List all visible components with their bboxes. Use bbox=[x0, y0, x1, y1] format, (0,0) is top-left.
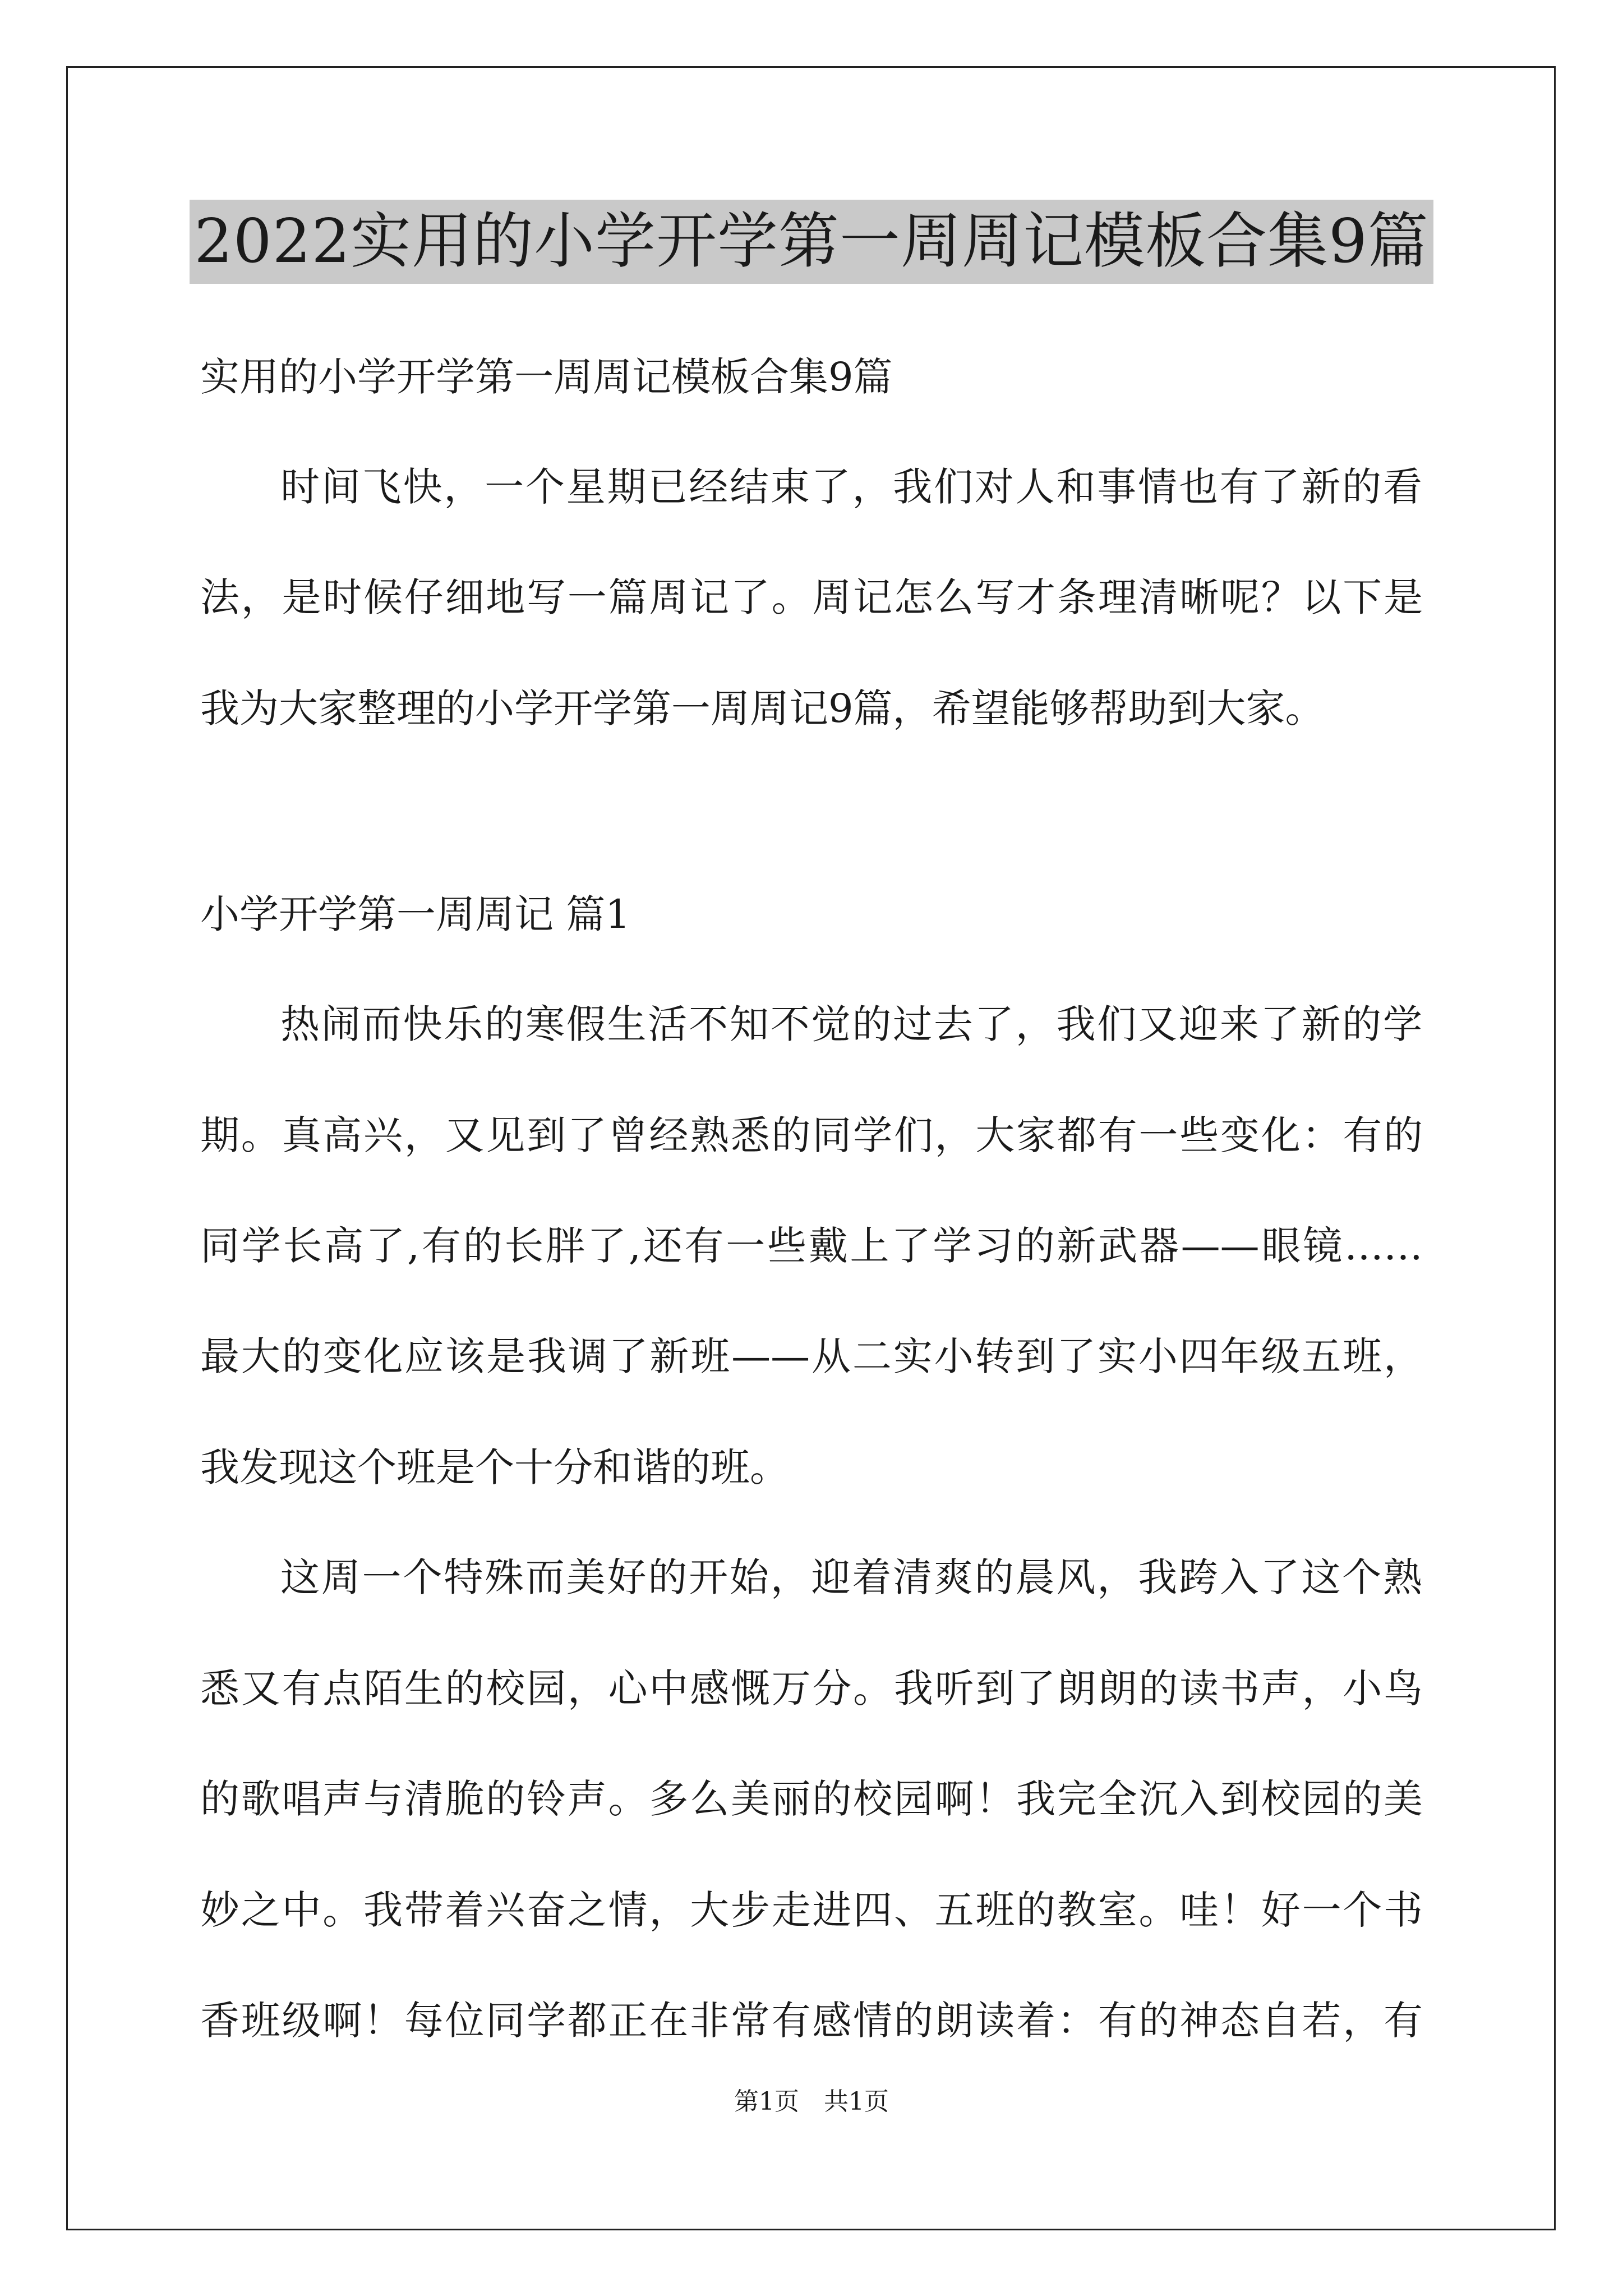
paragraph2-line-4: 妙之中。我带着兴奋之情，大步走进四、五班的教室。哇！好一个书 bbox=[200, 1887, 1423, 1933]
paragraph1-line-4: 最大的变化应该是我调了新班——从二实小转到了实小四年级五班， bbox=[200, 1333, 1423, 1379]
paragraph1-line-2: 期。真高兴，又见到了曾经熟悉的同学们，大家都有一些变化：有的 bbox=[200, 1112, 1423, 1158]
document-subtitle: 实用的小学开学第一周周记模板合集9篇 bbox=[200, 354, 893, 400]
document-title: 2022实用的小学开学第一周周记模板合集9篇 bbox=[190, 200, 1433, 284]
paragraph2-line-1: 这周一个特殊而美好的开始，迎着清爽的晨风，我跨入了这个熟 bbox=[280, 1554, 1422, 1600]
page-indicator: 第1页 共1页 bbox=[734, 2087, 889, 2116]
paragraph1-line-5: 我发现这个班是个十分和谐的班。 bbox=[200, 1444, 789, 1490]
intro-line-1: 时间飞快，一个星期已经结束了，我们对人和事情也有了新的看 bbox=[280, 464, 1422, 510]
title-container bbox=[0, 200, 1623, 284]
paragraph1-line-3: 同学长高了,有的长胖了,还有一些戴上了学习的新武器——眼镜…… bbox=[200, 1223, 1423, 1269]
paragraph2-line-5: 香班级啊！每位同学都正在非常有感情的朗读着：有的神态自若，有 bbox=[200, 1998, 1423, 2044]
paragraph2-line-3: 的歌唱声与清脆的铃声。多么美丽的校园啊！我完全沉入到校园的美 bbox=[200, 1776, 1423, 1822]
paragraph1-line-1: 热闹而快乐的寒假生活不知不觉的过去了，我们又迎来了新的学 bbox=[280, 1001, 1422, 1047]
intro-line-2: 法，是时候仔细地写一篇周记了。周记怎么写才条理清晰呢？以下是 bbox=[200, 574, 1423, 620]
paragraph2-line-2: 悉又有点陌生的校园，心中感慨万分。我听到了朗朗的读书声，小鸟 bbox=[200, 1665, 1423, 1711]
section-heading: 小学开学第一周周记 篇1 bbox=[200, 891, 630, 937]
intro-line-3: 我为大家整理的小学开学第一周周记9篇，希望能够帮助到大家。 bbox=[200, 685, 1325, 731]
